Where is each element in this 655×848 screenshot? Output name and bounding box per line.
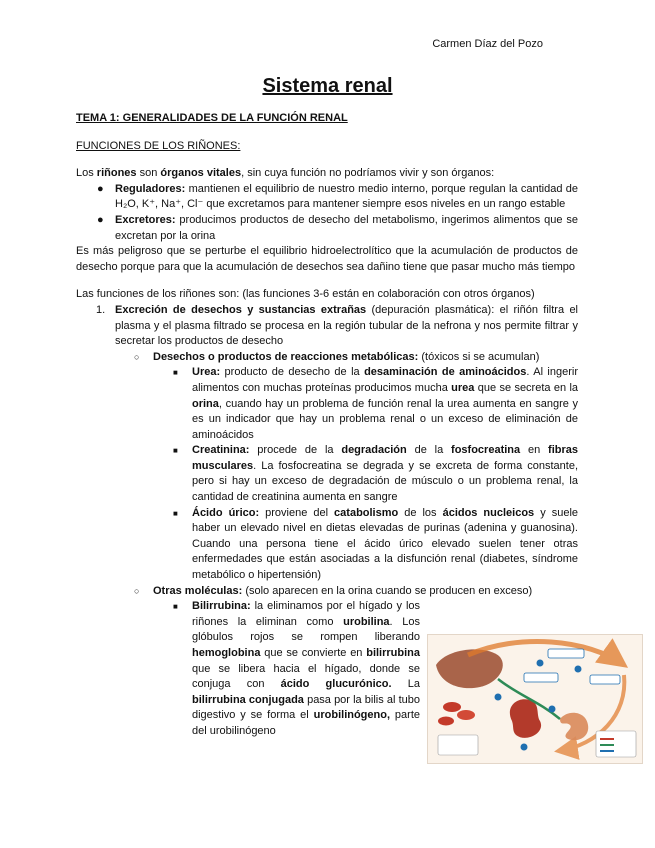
list-item-creatinina: ■ Creatinina: procede de la degradación de la fosfocreatina en fibras musculares. La fosfocreatina se degrada y se excreta de forma constante, pero si hay un exceso de degradación de músculo o un problema renal, la cantidad de creatinina aumenta en sangre: [173, 444, 578, 504]
square-bullet-icon: ■: [173, 602, 178, 612]
label-box: [524, 673, 558, 682]
label-box: [548, 649, 584, 658]
section-heading: FUNCIONES DE LOS RIÑONES:: [76, 139, 241, 152]
label-box: [438, 735, 478, 755]
list-item-urea: ■ Urea: producto de desecho de la desaminación de aminoácidos. Al ingerir alimentos con muchas proteínas producimos mucha urea que se secreta en la orina, cuando hay un problema de función renal la urea aumenta en sangre y es un indicador que hay un problema renal o un exceso de eliminación de aminoácidos: [173, 366, 579, 441]
list-item: ● Reguladores: mantienen el equilibrio de nuestro medio interno, porque regulan la cantidad de H₂O, K⁺, Na⁺, Cl⁻ que excretamos para mantener siempre esos niveles en un rango estable: [97, 182, 578, 211]
circle-bullet-icon: ○: [134, 351, 140, 362]
step-marker-icon: [549, 706, 556, 713]
red-blood-cell-icon: [438, 717, 454, 726]
square-bullet-icon: ■: [173, 368, 178, 378]
author-name: Carmen Díaz del Pozo: [432, 38, 543, 50]
bullet-icon: ●: [97, 182, 104, 195]
square-bullet-icon: ■: [173, 508, 178, 518]
step-marker-icon: [521, 744, 528, 751]
circle-bullet-icon: ○: [134, 585, 140, 596]
tema-heading: TEMA 1: GENERALIDADES DE LA FUNCIÓN RENAL: [76, 112, 348, 124]
intro-paragraph: Los riñones son órganos vitales, sin cuya función no podríamos vivir y son órganos:: [76, 167, 495, 180]
label-box: [590, 675, 620, 684]
metabolic-list: [76, 365, 578, 583]
kidney-shape: [510, 699, 541, 738]
red-blood-cell-icon: [443, 702, 461, 712]
bilirubin-metabolism-diagram: [427, 634, 643, 764]
step-marker-icon: [575, 666, 582, 673]
list-item-bilirrubina: ■ Bilirrubina: la eliminamos por el hígado y los riñones la eliminan como urobilina. Los glóbulos rojos se rompen liberando hemoglobina que se convierte en bilirrubina que se libera hacia el hígado, donde se conjuga con ácido glucurónico. La bilirrubina conjugada pasa por la bilis al tubo digestivo y se forma el urobilinógeno, parte del urobilinógeno: [173, 600, 421, 737]
functions-intro: Las funciones de los riñones son: (las funciones 3-6 están en colaboración con otros órganos): [76, 288, 535, 301]
list-item: ● Excretores: producimos productos de desecho del metabolismo, ingerimos alimentos que se excretan por la orina: [97, 213, 578, 242]
bullet-icon: ●: [97, 213, 104, 226]
subgroup-other: ○ Otras moléculas: (solo aparecen en la orina cuando se producen en exceso): [76, 584, 578, 600]
subgroups-list: [76, 350, 578, 366]
roles-list: [76, 182, 578, 244]
function-item-1: 1. Excreción de desechos y sustancias extrañas (depuración plasmática): el riñón filtra el plasma y el plasma filtrado se procesa en la región tubular de la nefrona y nos permite filtrar y secretar los productos de desecho: [96, 303, 579, 348]
bilirubin-diagram-svg: [428, 635, 642, 763]
step-marker-icon: [495, 694, 502, 701]
red-blood-cell-icon: [457, 710, 475, 720]
intestine-shape: [560, 713, 588, 740]
list-item-acido-urico: ■ Ácido úrico: proviene del catabolismo de los ácidos nucleicos y suele haber un elevado nivel en dietas elevadas de purinas (adenina y guanosina). Cuando una persona tiene el ácido úrico elevado suelen tener otras enfermedades que están asociadas a la disfunción renal (diabetes, síndrome metabólico o hipertensión): [173, 506, 579, 582]
step-marker-icon: [537, 660, 544, 667]
square-bullet-icon: ■: [173, 446, 178, 456]
functions-list: [76, 303, 578, 350]
danger-paragraph: Es más peligroso que se perturbe el equilibrio hidroelectrolítico que la acumulación de productos de desecho porque para que la acumulación de desechos sea dañino tiene que pasar mucho más tiempo: [76, 245, 578, 273]
subgroup-metabolic: ○ Desechos o productos de reacciones metabólicas: (tóxicos si se acumulan): [76, 350, 578, 366]
subgroups-list-2: [76, 584, 578, 600]
page-title: Sistema renal: [262, 75, 393, 97]
